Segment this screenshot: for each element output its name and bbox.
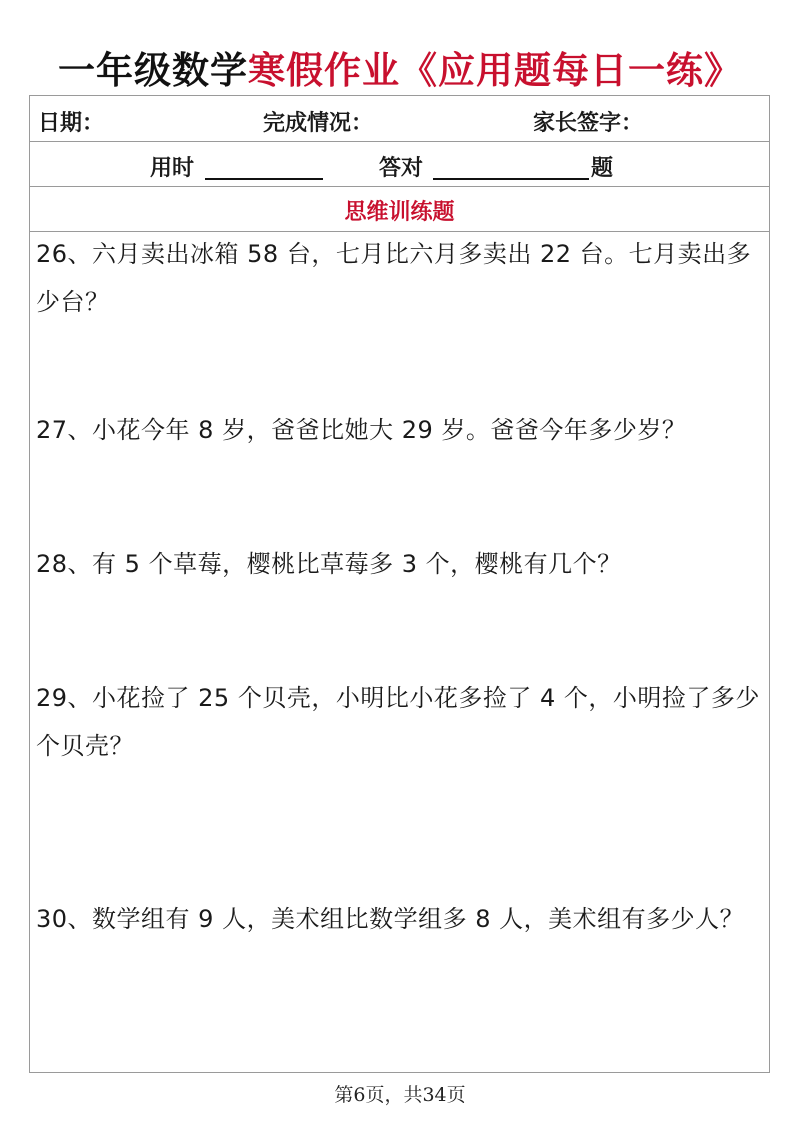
page-number: 第6页，共34页 [334,1084,466,1106]
page-title [0,40,800,94]
correct-label: 答对 [379,156,424,181]
question-28: 28、有 5 个草莓，樱桃比草莓多 3 个，樱桃有几个？ [36,550,622,578]
questions-unit-label: 题 [591,156,614,181]
score-row [30,142,769,187]
question-30: 30、数学组有 9 人，美术组比数学组多 8 人，美术组有多少人？ [36,905,745,933]
question-27: 27、小花今年 8 岁，爸爸比她大 29 岁。爸爸今年多少岁？ [36,416,687,444]
date-label: 日期： [38,111,105,136]
worksheet-table [29,95,770,1073]
section-title: 思维训练题 [344,200,455,225]
correct-count-blank[interactable] [433,154,589,180]
info-row [30,96,769,142]
completion-label: 完成情况： [263,111,374,136]
question-29: 29、小花捡了 25 个贝壳，小明比小花多捡了 4 个，小明捡了多少个贝壳？ [36,684,760,760]
title-part-red: 寒假作业《应用题每日一练》 [248,49,742,92]
title-part-black: 一年级数学 [58,49,248,92]
time-used-label: 用时 [150,156,195,181]
parent-signature-label: 家长签字： [533,111,644,136]
section-row [30,187,769,232]
time-used-blank[interactable] [205,154,323,180]
question-26: 26、六月卖出冰箱 58 台，七月比六月多卖出 22 台。七月卖出多少台？ [36,240,752,316]
